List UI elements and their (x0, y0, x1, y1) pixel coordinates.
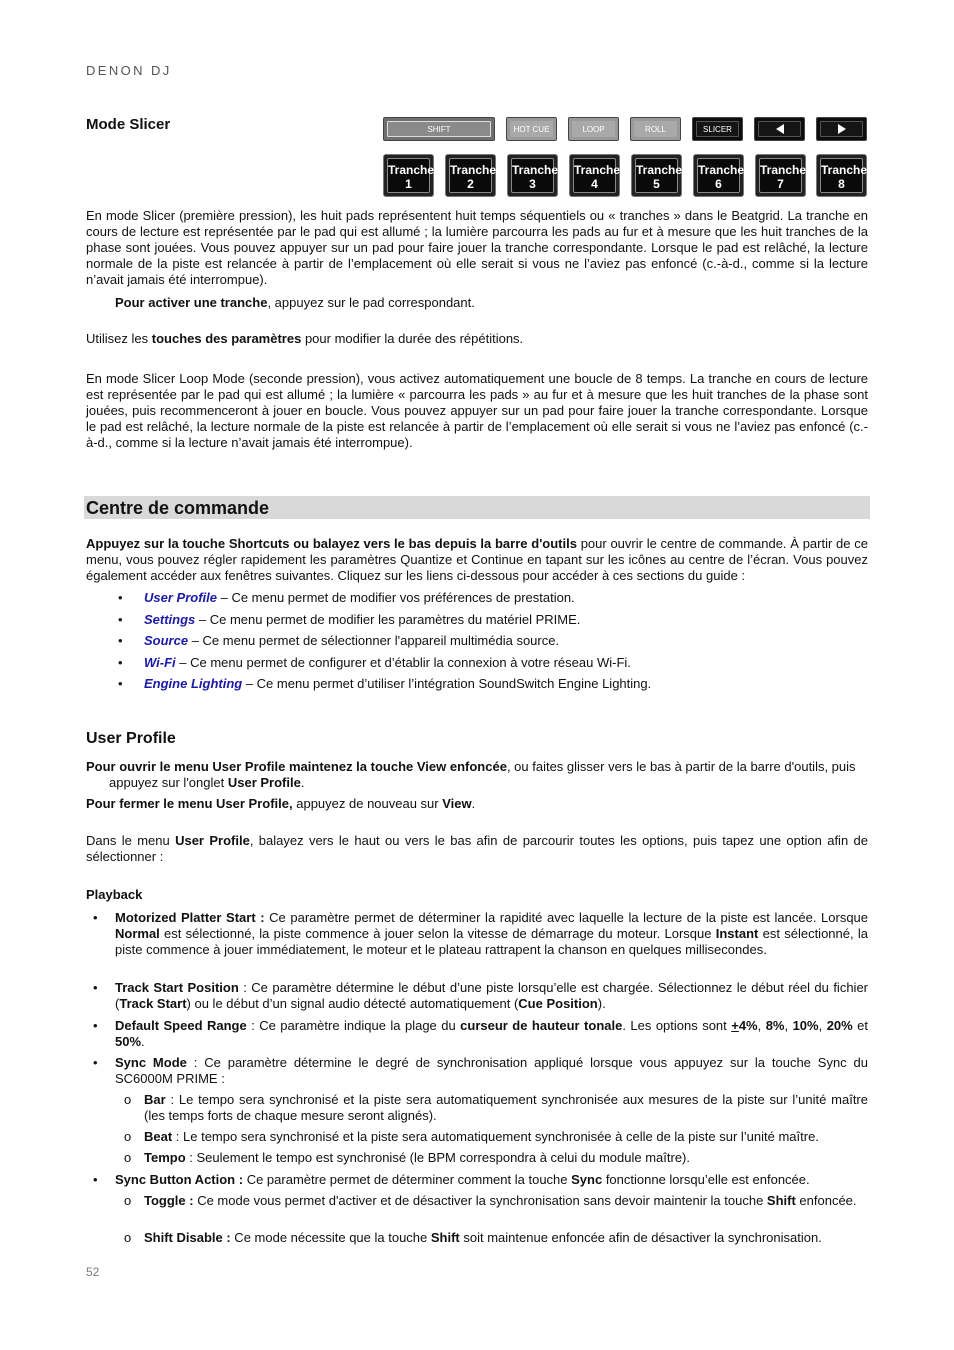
list-item: • Source – Ce menu permet de sélectionner l'appareil multimédia source. (118, 633, 560, 648)
playback-title: Playback (86, 887, 143, 902)
pad-8: Tranche 8 (816, 154, 867, 197)
activate-slice-text: Pour activer une tranche, appuyez sur le pad correspondant. (115, 295, 475, 310)
slicer-paragraph-1: En mode Slicer (première pression), les huit pads représentent huit temps séquentiels ou « tranches » dans le Beatgrid. La tranche en cours de lecture est représentée par le pad qui est allumé ; la lumière parcourra les pads au fur et à mesure que les huit tranches de la phase sont jouées. Vous pouvez appuyer sur un pad pour faire jouer la tranche correspondante. Lorsque le pad est relâché, la lecture normale de la piste est relancée à partir de l’emplacement où elle serait si vous ne l’aviez pas enfoncé (c.-à-d., comme si la lecture n’avait jamais été interrompue). (86, 208, 868, 287)
pad-4: Tranche 4 (569, 154, 620, 197)
roll-button: ROLL (630, 117, 681, 141)
toggle-item: o Toggle : Ce mode vous permet d'activer et de désactiver la synchronisation sans devoir maintenir la touche Shift enfoncée. (124, 1193, 857, 1208)
hot-cue-button: HOT CUE (506, 117, 557, 141)
open-user-profile-text: Pour ouvrir le menu User Profile maintenez la touche View enfoncée, ou faites glisser vers le bas à partir de la barre d'outils, puis (86, 759, 856, 774)
list-item: • Wi-Fi – Ce menu permet de configurer et d’établir la connexion à votre réseau Wi-Fi. (118, 654, 631, 670)
link-source[interactable]: Source (144, 633, 189, 648)
pad-6: Tranche 6 (693, 154, 744, 197)
menu-navigation-text: Dans le menu User Profile, balayez vers le haut ou vers le bas afin de parcourir toutes les options, puis tapez une option afin de sélectionner : (86, 833, 868, 864)
sync-button-action-item: • Sync Button Action : Ce paramètre permet de déterminer comment la touche Sync fonctionne lorsqu’elle est enfoncée. (93, 1172, 810, 1187)
arrow-right-icon (838, 124, 846, 134)
list-item: • Engine Lighting – Ce menu permet d’utiliser l’intégration SoundSwitch Engine Lighting. (118, 676, 652, 691)
link-wifi[interactable]: Wi-Fi (144, 654, 176, 670)
section-title-command-center: Centre de commande (86, 498, 270, 518)
sync-tempo-item: o Tempo : Seulement le tempo est synchronisé (le BPM correspondra à celui du module maître). (124, 1150, 691, 1165)
command-center-links (118, 590, 652, 698)
list-item: • Settings – Ce menu permet de modifier les paramètres du matériel PRIME. (118, 611, 581, 627)
brand-logo: DENON DJ (86, 63, 172, 78)
close-user-profile-text: Pour fermer le menu User Profile, appuyez de nouveau sur View. (86, 796, 476, 811)
shift-button: SHIFT (383, 117, 495, 141)
arrow-left-icon (776, 124, 784, 134)
track-start-item: • Track Start Position : Ce paramètre détermine le début d’une piste lorsqu’elle est chargée. Sélectionnez le début réel du fichier (Track Start) ou le début d’un signal audio détecté automatiquement (Cue Position). (93, 980, 869, 1011)
command-center-intro: Appuyez sur la touche Shortcuts ou balayez vers le bas depuis la barre d'outils pour ouvrir le centre de commande. À partir de ce menu, vous pouvez régler rapidement les paramètres Quantize et Continue en tapant sur les icônes au centre de l’écran. Vous pouvez également accéder aux fenêtres suivantes. Cliquez sur les liens ci-dessous pour accéder à ces sections du guide : (86, 536, 868, 583)
pad-2: Tranche 2 (445, 154, 496, 197)
pad-7: Tranche 7 (755, 154, 806, 197)
slicer-button: SLICER (692, 117, 743, 141)
speed-range-item: • Default Speed Range : Ce paramètre indique la plage du curseur de hauteur tonale. Les options sont +4%, 8%, 10%, 20% et 50%. (93, 1018, 869, 1049)
sync-beat-item: o Beat : Le tempo sera synchronisé et la piste sera automatiquement synchronisée à celle de la piste sur l’unité maître. (124, 1129, 819, 1144)
link-engine-lighting[interactable]: Engine Lighting (144, 676, 243, 691)
page-number: 52 (86, 1265, 100, 1279)
section-title-slicer: Mode Slicer (86, 116, 171, 133)
next-button (816, 117, 867, 141)
pad-5: Tranche 5 (631, 154, 682, 197)
shift-disable-item: o Shift Disable : Ce mode nécessite que la touche Shift soit maintenue enfoncée afin de désactiver la synchronisation. (124, 1230, 822, 1245)
section-title-user-profile: User Profile (86, 730, 176, 747)
slicer-paragraph-2: En mode Slicer Loop Mode (seconde pression), vous activez automatiquement une boucle de 8 temps. La tranche en cours de lecture est représentée par le pad qui est allumé ; la lumière « parcourra les pads » au fur et à mesure que les huit tranches de la phase sont jouées, puis recommenceront à jouer en boucle. Vous pouvez appuyer sur un pad pour faire jouer la tranche correspondante. Lorsque le pad est relâché, la lecture normale de la piste est relancée à partir de l’emplacement où elle serait si vous ne l’aviez pas enfoncé (c.-à-d., comme si la lecture n’avait jamais été interrompue). (86, 371, 868, 450)
list-item: • User Profile – Ce menu permet de modifier vos préférences de prestation. (118, 590, 575, 605)
pad-3: Tranche 3 (507, 154, 558, 197)
sync-bar-item: o Bar : Le tempo sera synchronisé et la piste sera automatiquement synchronisée aux mesures de la piste sur l’unité maître (les temps forts de chaque mesure seront alignés). (124, 1092, 868, 1123)
pad-1: Tranche 1 (383, 154, 434, 197)
link-settings[interactable]: Settings (144, 611, 196, 627)
link-user-profile[interactable]: User Profile (144, 590, 217, 605)
sync-mode-item: • Sync Mode : Ce paramètre détermine le degré de synchronisation appliqué lorsque vous appuyez sur la touche Sync du SC6000M PRIME : (93, 1055, 869, 1086)
motorized-platter-item: • Motorized Platter Start : Ce paramètre permet de déterminer la rapidité avec laquelle la lecture de la piste est lancée. Lorsque Normal est sélectionné, la piste commence à jouer selon la vitesse de démarrage du moteur. Lorsque Instant est sélectionné, la piste commence à jouer immédiatement, le moteur et le plateau rattrapent la chanson en quelques millisecondes. (93, 910, 869, 957)
open-user-profile-text-2: appuyez sur l'onglet User Profile. (109, 775, 305, 790)
loop-button: LOOP (568, 117, 619, 141)
prev-button (754, 117, 805, 141)
params-text: Utilisez les touches des paramètres pour modifier la durée des répétitions. (86, 331, 524, 346)
section-header-bar (84, 496, 870, 519)
